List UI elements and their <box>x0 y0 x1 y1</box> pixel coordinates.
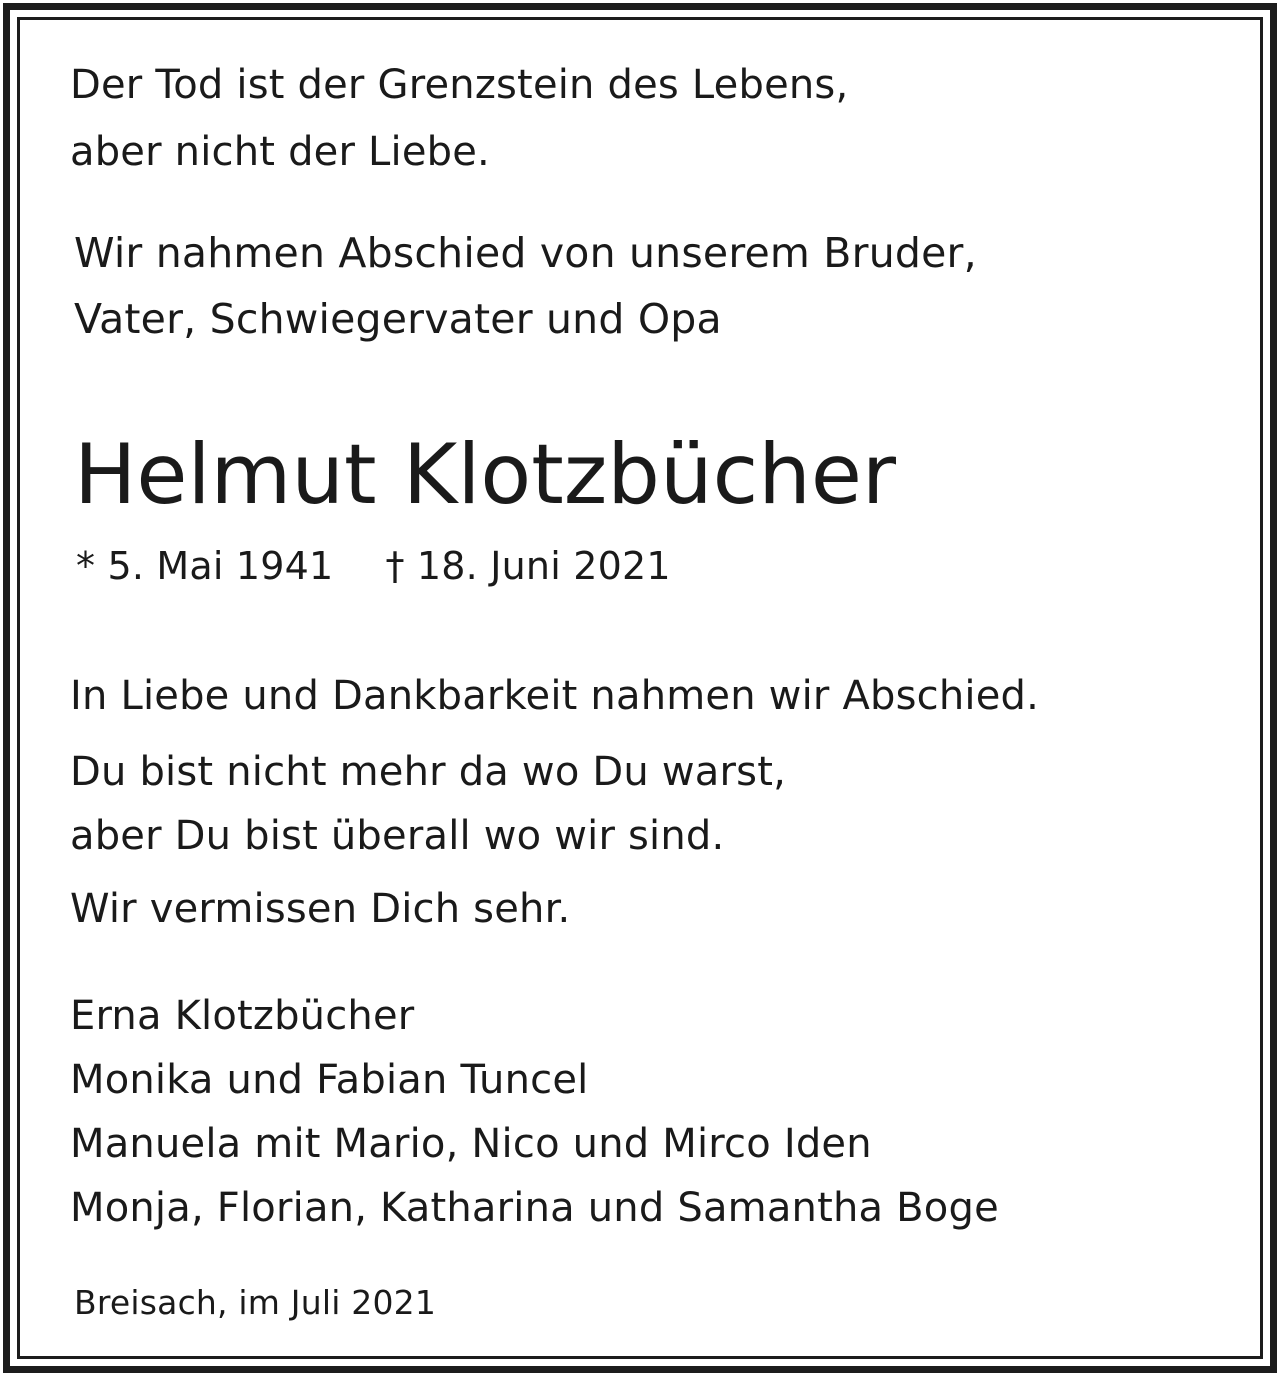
intro-text <box>74 220 977 352</box>
quote-line-1: Der Tod ist der Grenzstein des Lebens, <box>70 62 849 108</box>
life-dates <box>76 538 671 594</box>
birth-date: * 5. Mai 1941 <box>76 544 334 588</box>
mourners-list <box>70 984 999 1240</box>
mourner-name: Monika und Fabian Tuncel <box>70 1057 589 1103</box>
mourner-name: Monja, Florian, Katharina und Samantha Boge <box>70 1185 999 1231</box>
deceased-name: Helmut Klotzbücher <box>74 426 897 523</box>
farewell-text: In Liebe und Dankbarkeit nahmen wir Abschied. <box>70 673 1040 719</box>
poem <box>70 740 786 868</box>
poem-line-1: Du bist nicht mehr da wo Du warst, <box>70 749 786 795</box>
opening-quote <box>70 52 848 186</box>
intro-line-1: Wir nahmen Abschied von unserem Bruder, <box>74 229 977 277</box>
mourner-name: Manuela mit Mario, Nico und Mirco Iden <box>70 1121 872 1167</box>
death-date: † 18. Juni 2021 <box>385 544 671 588</box>
intro-line-2: Vater, Schwiegervater und Opa <box>74 295 722 343</box>
miss-text: Wir vermissen Dich sehr. <box>70 886 571 932</box>
poem-line-2: aber Du bist überall wo wir sind. <box>70 813 725 859</box>
mourner-name: Erna Klotzbücher <box>70 993 415 1039</box>
place-and-date: Breisach, im Juli 2021 <box>74 1283 437 1322</box>
quote-line-2: aber nicht der Liebe. <box>70 129 490 175</box>
